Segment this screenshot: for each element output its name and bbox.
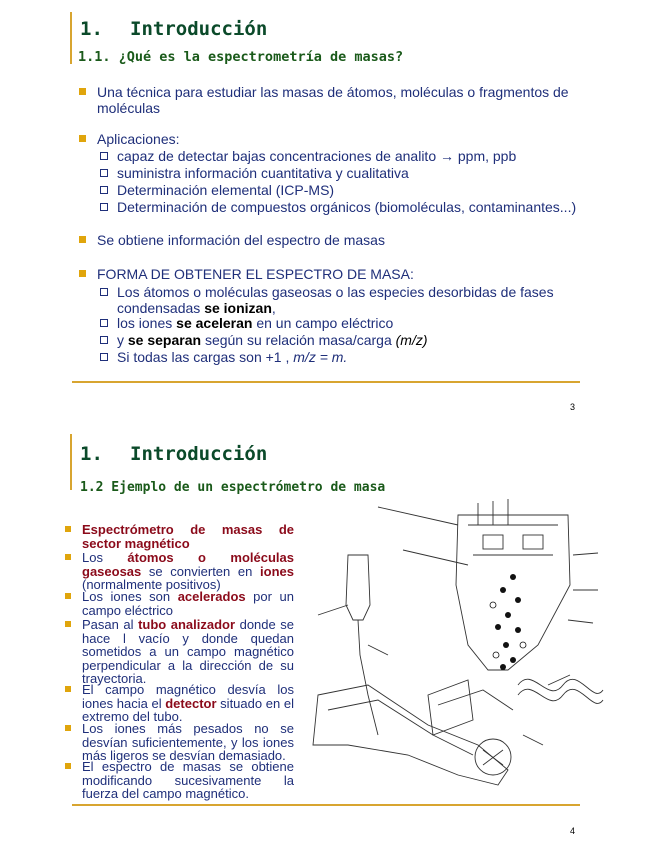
sub-bullet-marker	[100, 336, 108, 344]
bullet-marker	[65, 686, 71, 692]
sub-bullet-marker	[100, 319, 108, 327]
slide-title: 1. Introducción	[80, 18, 268, 40]
sub-bullet-marker	[100, 288, 108, 296]
title-accent-line	[70, 434, 72, 490]
bullet-heavy-light-ions: Los iones más pesados no se desvían suficientemente, y los iones más ligeros se desvían demasiado.	[82, 722, 294, 763]
sub-bullet-marker	[100, 186, 108, 194]
bullet-sector-ms: Espectrómetro de masas de sector magnético	[82, 523, 294, 550]
page-number: 4	[570, 826, 576, 836]
bullet-applications: Aplicaciones:	[97, 131, 180, 147]
slide-subtitle: 1.2 Ejemplo de un espectrómetro de masa	[80, 480, 386, 495]
bullet-marker	[65, 554, 71, 560]
sub-item: Determinación de compuestos orgánicos (biomoléculas, contaminantes...)	[117, 199, 576, 215]
slide-subtitle: 1.1. ¿Qué es la espectrometría de masas?	[78, 49, 404, 65]
bullet-marker	[79, 270, 86, 277]
bullet-marker	[65, 763, 71, 769]
title-accent-line	[70, 12, 72, 64]
bullet-spectrum-info: Se obtiene información del espectro de masas	[97, 232, 385, 248]
slide-title: 1. Introducción	[80, 443, 268, 465]
bullet-marker	[65, 526, 71, 532]
bullet-spectrum: El espectro de masas se obtiene modificando sucesivamente la fuerza del campo magnético.	[82, 760, 294, 801]
bullet-analyzer-tube: Pasan al tubo analizador donde se hace l vacío y donde quedan sometidos a un campo magnético perpendicular a la dirección de su trayectoria.	[82, 618, 294, 686]
bullet-acceleration: Los iones son acelerados por un campo eléctrico	[82, 590, 294, 617]
bullet-marker	[65, 621, 71, 627]
sub-bullet-marker	[100, 203, 108, 211]
sub-item-ionize: Los átomos o moléculas gaseosas o las especies desorbidas de fases condensadas se ionizan,	[117, 284, 567, 316]
bullet-marker	[79, 135, 86, 142]
bullet-how-to-obtain: FORMA DE OBTENER EL ESPECTRO DE MASA:	[97, 266, 414, 282]
sub-bullet-marker	[100, 353, 108, 361]
footer-line	[72, 804, 580, 806]
sub-item: suministra información cuantitativa y cualitativa	[117, 165, 409, 181]
sub-item: Determinación elemental (ICP-MS)	[117, 182, 334, 198]
sub-item-separate: y se separan según su relación masa/carga (m/z)	[117, 332, 428, 348]
bullet-ionization: Los átomos o moléculas gaseosas se convierten en iones (normalmente positivos)	[82, 551, 294, 592]
sub-item: capaz de detectar bajas concentraciones de analito → ppm, ppb	[117, 148, 516, 164]
bullet-definition: Una técnica para estudiar las masas de átomos, moléculas o fragmentos de moléculas	[97, 84, 587, 116]
bullet-marker	[65, 593, 71, 599]
footer-line	[72, 381, 580, 383]
sub-bullet-marker	[100, 169, 108, 177]
bullet-marker	[65, 725, 71, 731]
mass-spectrometer-illustration	[308, 495, 608, 800]
bullet-marker	[79, 88, 86, 95]
sub-item-accelerate: los iones se aceleran en un campo eléctrico	[117, 315, 393, 331]
sub-bullet-marker	[100, 152, 108, 160]
sub-item-charge: Si todas las cargas son +1 , m/z = m.	[117, 349, 347, 365]
page-number: 3	[570, 402, 576, 412]
bullet-marker	[79, 236, 86, 243]
bullet-magnetic-deflection: El campo magnético desvía los iones hacia el detector situado en el extremo del tubo.	[82, 683, 294, 724]
